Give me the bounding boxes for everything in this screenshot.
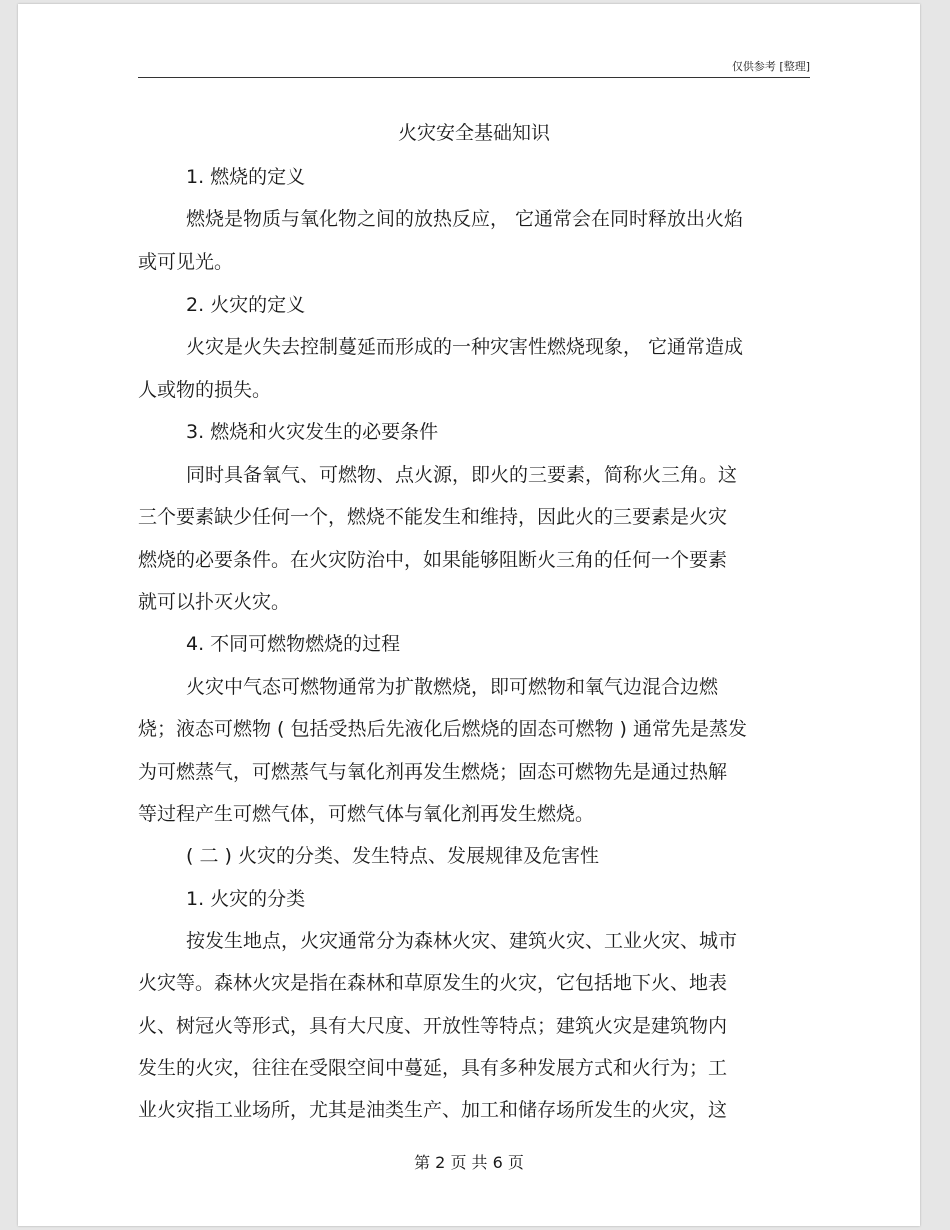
section-heading: 4. 不同可燃物燃烧的过程	[186, 633, 401, 655]
document-title: 火灾安全基础知识	[397, 122, 550, 144]
paragraph-line: 等过程产生可燃气体，可燃气体与氧化剂再发生燃烧。	[138, 803, 595, 825]
paragraph-line: 火灾是火失去控制蔓延而形成的一种灾害性燃烧现象， 它通常造成	[186, 336, 744, 358]
paragraph-line: 同时具备氧气、可燃物、点火源，即火的三要素，简称火三角。这	[186, 464, 738, 486]
paragraph-line: 烧；液态可燃物 ( 包括受热后先液化后燃烧的固态可燃物 ) 通常先是蒸发	[138, 718, 747, 740]
header-note: 仅供参考 [整理]	[731, 60, 810, 73]
paragraph-line: 火、树冠火等形式，具有大尺度、开放性等特点；建筑火灾是建筑物内	[138, 1015, 728, 1037]
paragraph-line: 火灾等。森林火灾是指在森林和草原发生的火灾，它包括地下火、地表	[138, 972, 728, 994]
paragraph-line: 就可以扑灭火灾。	[138, 591, 291, 613]
paragraph-line: 为可燃蒸气，可燃蒸气与氧化剂再发生燃烧；固态可燃物先是通过热解	[138, 761, 728, 783]
paragraph-line: 燃烧是物质与氧化物之间的放热反应， 它通常会在同时释放出火焰	[186, 208, 744, 230]
section-heading: 1. 火灾的分类	[186, 888, 306, 910]
paragraph-line: 三个要素缺少任何一个，燃烧不能发生和维持，因此火的三要素是火灾	[138, 506, 728, 528]
header-rule	[138, 77, 810, 78]
section-heading: 3. 燃烧和火灾发生的必要条件	[186, 421, 439, 443]
paragraph-line: 发生的火灾，往往在受限空间中蔓延，具有多种发展方式和火行为；工	[138, 1057, 728, 1079]
paragraph-line: 或可见光。	[138, 251, 234, 273]
section-heading: 2. 火灾的定义	[186, 294, 306, 316]
paragraph-line: 业火灾指工业场所，尤其是油类生产、加工和储存场所发生的火灾，这	[138, 1099, 728, 1121]
document-page	[18, 4, 920, 1226]
section-heading: 1. 燃烧的定义	[186, 166, 306, 188]
paragraph-line: 火灾中气态可燃物通常为扩散燃烧，即可燃物和氧气边混合边燃	[186, 676, 719, 698]
paragraph-line: 燃烧的必要条件。在火灾防治中，如果能够阻断火三角的任何一个要素	[138, 549, 728, 571]
paragraph-line: 按发生地点，火灾通常分为森林火灾、建筑火灾、工业火灾、城市	[186, 930, 738, 952]
section-heading: ( 二 ) 火灾的分类、发生特点、发展规律及危害性	[186, 845, 599, 867]
paragraph-line: 人或物的损失。	[138, 379, 272, 401]
page-number-footer: 第 2 页 共 6 页	[414, 1153, 524, 1172]
